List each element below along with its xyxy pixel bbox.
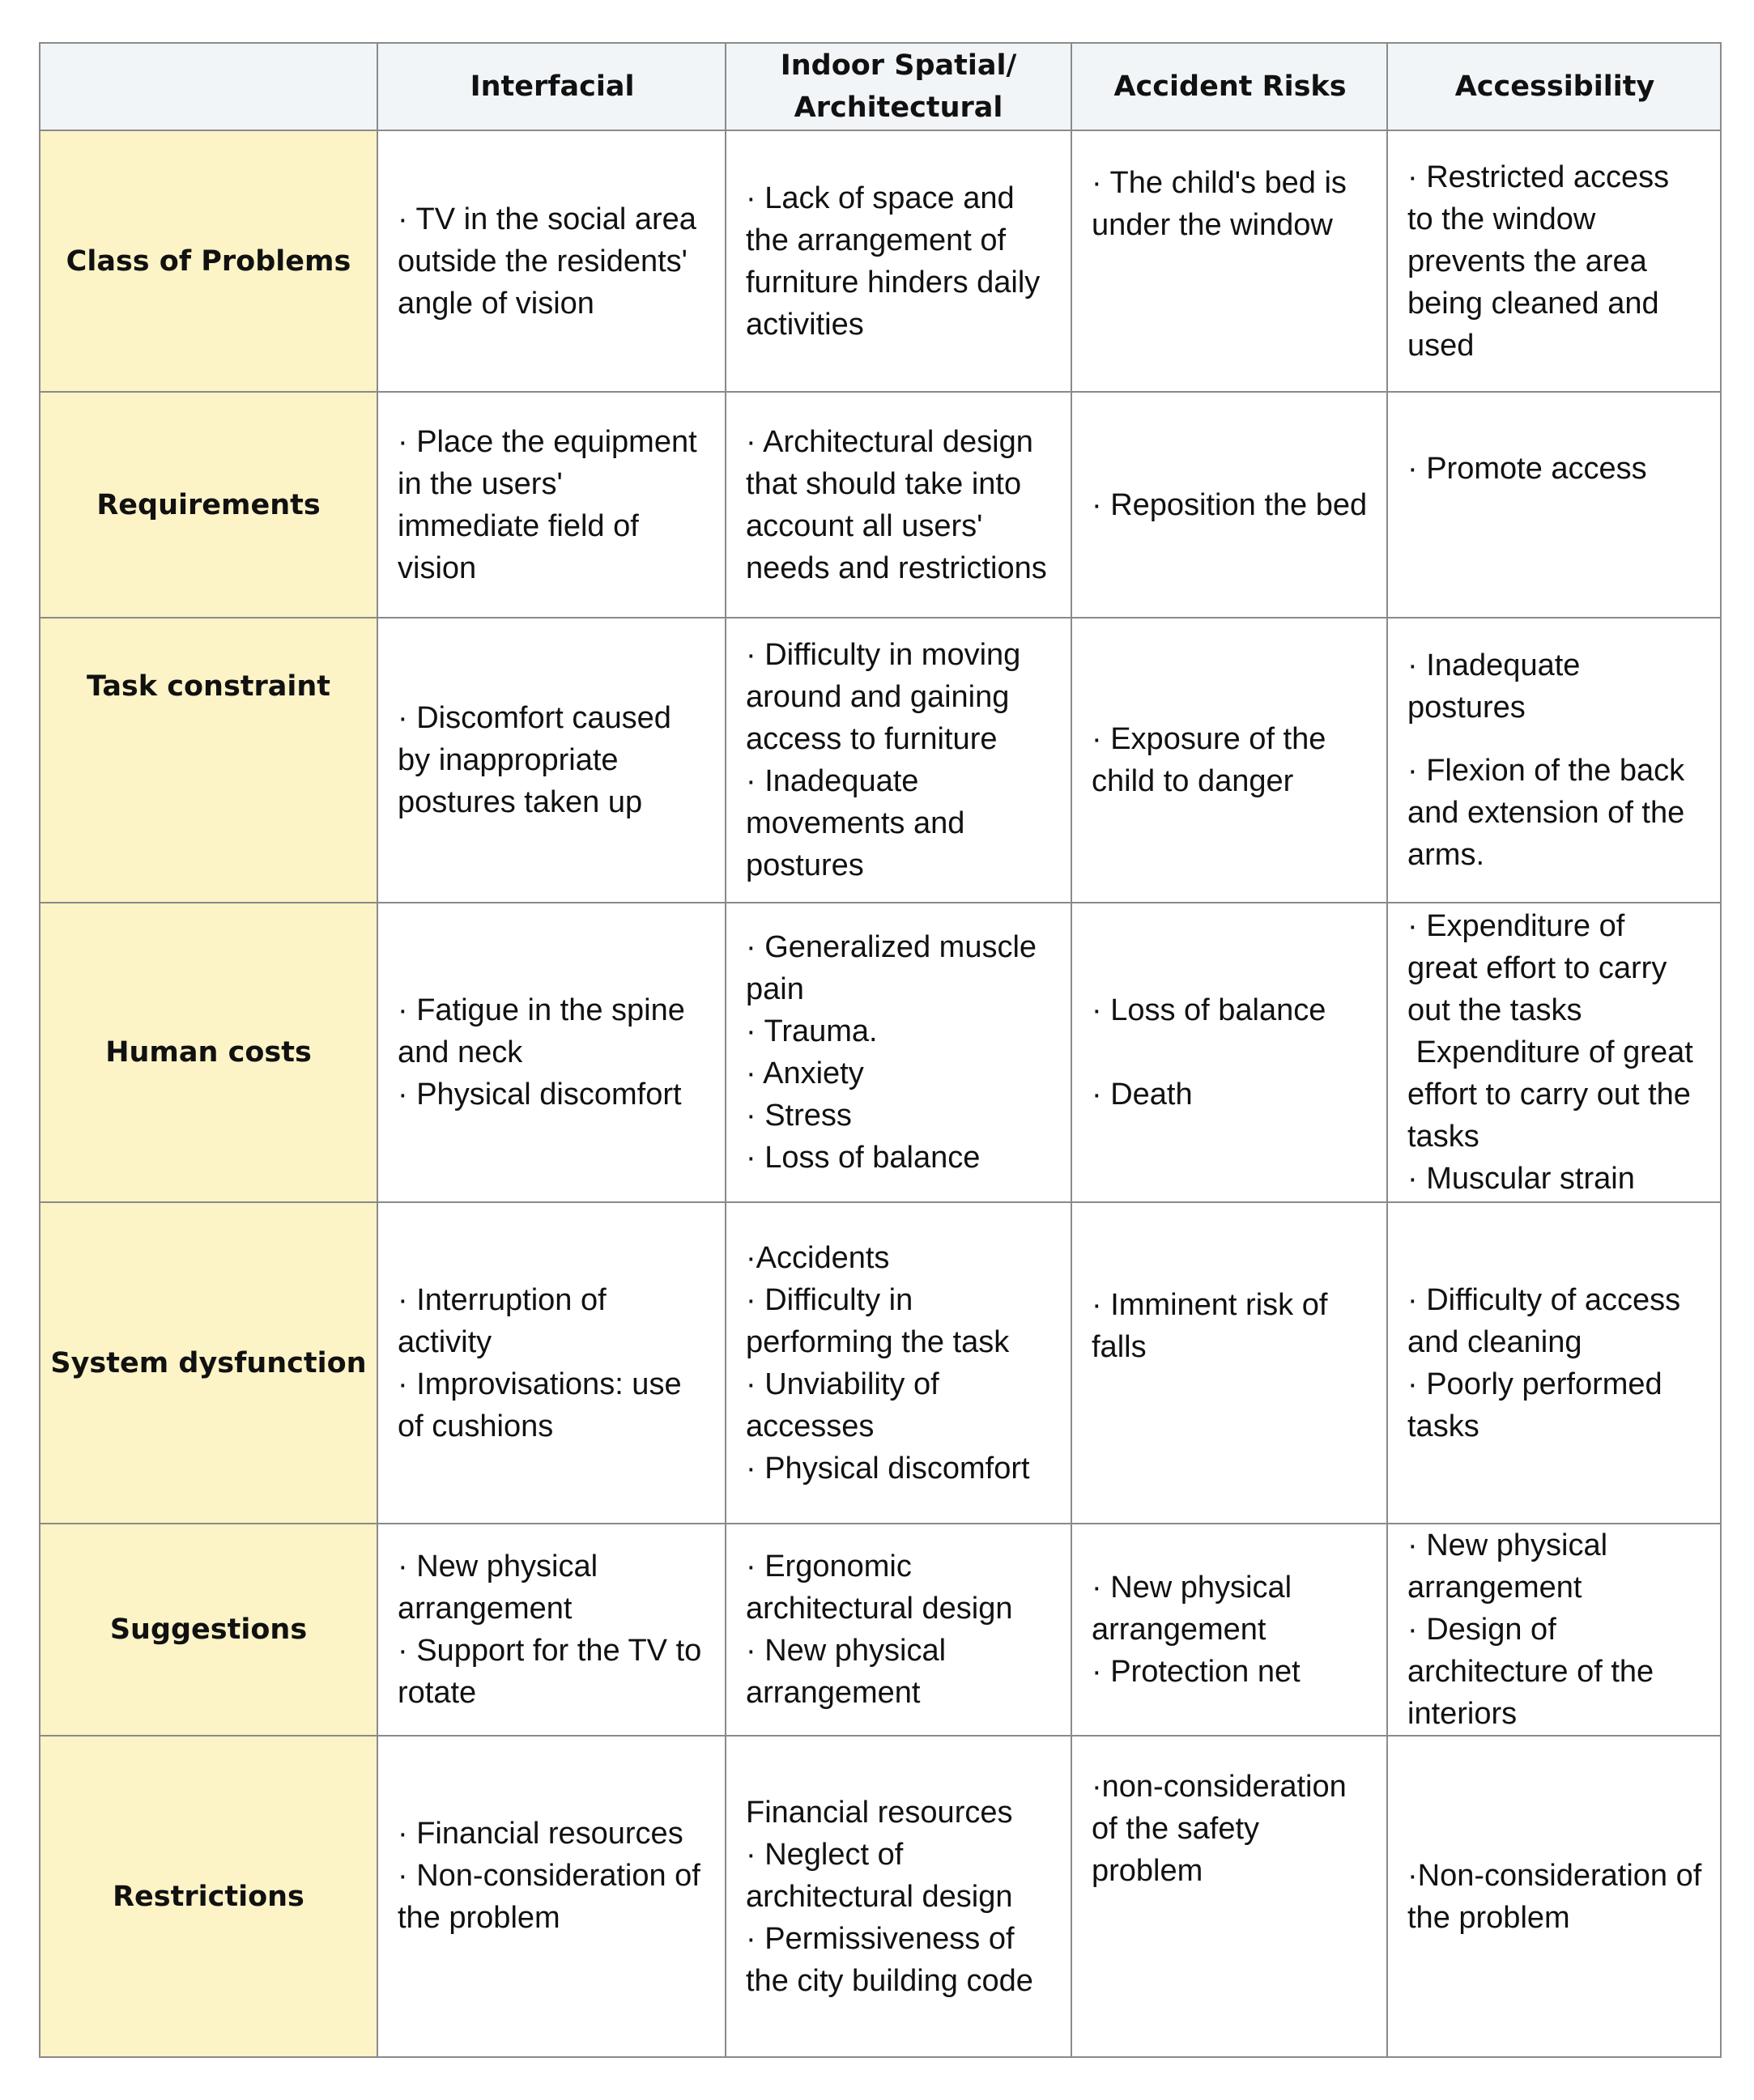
cell-line: · Improvisations: use of cushions bbox=[398, 1367, 691, 1443]
cell-line: · Discomfort caused by inappropriate postures taken up bbox=[398, 701, 680, 819]
cell-line: · Architectural design that should take into account all users' needs and restrictions bbox=[746, 424, 1047, 585]
cell-accessibility bbox=[1387, 618, 1721, 903]
table-row-class-of-problems bbox=[40, 130, 1721, 392]
cell-line: · Inadequate postures bbox=[1407, 648, 1589, 725]
cell-line: · Non-consideration of the problem bbox=[398, 1859, 709, 1935]
header-accessibility: Accessibility bbox=[1387, 43, 1721, 130]
table-row-restrictions bbox=[40, 1736, 1721, 2057]
ergonomic-problems-table bbox=[39, 42, 1722, 2058]
cell-accessibility bbox=[1387, 392, 1721, 618]
cell-line: · Support for the TV to rotate bbox=[398, 1634, 710, 1710]
cell-line: · Difficulty in performing the task bbox=[746, 1282, 1010, 1359]
cell-line: · Stress bbox=[746, 1099, 852, 1133]
row-label-system-dysfunction: System dysfunction bbox=[40, 1202, 377, 1524]
cell-line: · Place the equipment in the users' immediate field of vision bbox=[398, 424, 706, 585]
cell-line: · Lack of space and the arrangement of furniture hinders daily activities bbox=[746, 181, 1049, 342]
cell-line: · Physical discomfort bbox=[398, 1078, 682, 1112]
cell-line: · Loss of balance bbox=[746, 1141, 981, 1175]
cell-line: · Anxiety bbox=[746, 1056, 864, 1090]
cell-line: · Imminent risk of falls bbox=[1092, 1288, 1336, 1364]
row-label-class-of-problems: Class of Problems bbox=[40, 130, 377, 392]
cell-line: · Difficulty of access and cleaning bbox=[1407, 1282, 1689, 1359]
cell-line: · New physical arrangement bbox=[1407, 1528, 1616, 1605]
cell-line: · Flexion of the back and extension of the arms. bbox=[1407, 754, 1693, 872]
cell-line: · Restricted access to the window prevents the area being cleaned and used bbox=[1407, 159, 1678, 363]
row-label-suggestions: Suggestions bbox=[40, 1524, 377, 1736]
cell-accident-risks bbox=[1071, 1524, 1387, 1736]
cell-line: · Unviability of accesses bbox=[746, 1367, 948, 1443]
cell-line: ·non-consideration of the safety problem bbox=[1092, 1770, 1356, 1888]
cell-accessibility bbox=[1387, 1524, 1721, 1736]
cell-line: ·Non-consideration of the problem bbox=[1407, 1858, 1710, 1935]
cell-line: · Permissiveness of the city building code bbox=[746, 1921, 1033, 1998]
table-row-requirements bbox=[40, 392, 1721, 618]
cell-interfacial bbox=[377, 130, 726, 392]
row-label-task-constraint: Task constraint bbox=[40, 618, 377, 903]
table-row-task-constraint bbox=[40, 618, 1721, 903]
header-corner bbox=[40, 43, 377, 130]
cell-accident-risks bbox=[1071, 618, 1387, 903]
cell-line: · Financial resources bbox=[398, 1817, 683, 1851]
cell-line: · Promote access bbox=[1407, 452, 1647, 486]
cell-indoor-spatial bbox=[726, 903, 1071, 1202]
cell-line: · Reposition the bed bbox=[1092, 487, 1368, 522]
cell-line: · Death bbox=[1092, 1078, 1193, 1112]
row-label-requirements: Requirements bbox=[40, 392, 377, 618]
cell-indoor-spatial bbox=[726, 392, 1071, 618]
cell-accident-risks bbox=[1071, 903, 1387, 1202]
cell-line: · New physical arrangement bbox=[398, 1549, 607, 1626]
cell-line: · The child's bed is under the window bbox=[1092, 166, 1356, 242]
cell-accident-risks bbox=[1071, 130, 1387, 392]
cell-indoor-spatial bbox=[726, 1736, 1071, 2057]
cell-accident-risks bbox=[1071, 392, 1387, 618]
cell-line: · Exposure of the child to danger bbox=[1092, 722, 1335, 798]
cell-accident-risks bbox=[1071, 1736, 1387, 2057]
cell-line: · Expenditure of great effort to carry out the tasks bbox=[1407, 909, 1675, 1027]
cell-indoor-spatial bbox=[726, 1202, 1071, 1524]
cell-accessibility bbox=[1387, 130, 1721, 392]
cell-line: · Design of architecture of the interiors bbox=[1407, 1613, 1662, 1731]
cell-interfacial bbox=[377, 1736, 726, 2057]
problems-table-container bbox=[39, 42, 1722, 2058]
header-row bbox=[40, 43, 1721, 130]
header-indoor-spatial-architectural: Indoor Spatial/ Architectural bbox=[726, 43, 1071, 130]
cell-interfacial bbox=[377, 618, 726, 903]
cell-line: · Trauma. bbox=[746, 1014, 878, 1048]
cell-line: Financial resources bbox=[746, 1795, 1013, 1830]
cell-interfacial bbox=[377, 1202, 726, 1524]
cell-line: · Protection net bbox=[1092, 1655, 1301, 1689]
cell-indoor-spatial bbox=[726, 1524, 1071, 1736]
cell-line: · Muscular strain bbox=[1407, 1162, 1635, 1196]
cell-line: ·Accidents bbox=[746, 1240, 890, 1275]
cell-line: · Ergonomic architectural design bbox=[746, 1549, 1013, 1626]
cell-line: · Interruption of activity bbox=[398, 1282, 615, 1359]
table-row-system-dysfunction bbox=[40, 1202, 1721, 1524]
cell-interfacial bbox=[377, 1524, 726, 1736]
cell-accessibility bbox=[1387, 1202, 1721, 1524]
cell-interfacial bbox=[377, 903, 726, 1202]
header-accident-risks: Accident Risks bbox=[1071, 43, 1387, 130]
cell-indoor-spatial bbox=[726, 618, 1071, 903]
cell-line: · Inadequate movements and postures bbox=[746, 764, 973, 882]
row-label-human-costs: Human costs bbox=[40, 903, 377, 1202]
table-row-human-costs bbox=[40, 903, 1721, 1202]
header-interfacial: Interfacial bbox=[377, 43, 726, 130]
cell-accessibility bbox=[1387, 903, 1721, 1202]
cell-line: · Fatigue in the spine and neck bbox=[398, 993, 694, 1069]
cell-line: · Physical discomfort bbox=[746, 1451, 1030, 1486]
cell-line: · Loss of balance bbox=[1092, 993, 1326, 1027]
cell-line: · Generalized muscle pain bbox=[746, 930, 1045, 1006]
row-label-restrictions: Restrictions bbox=[40, 1736, 377, 2057]
cell-line: Expenditure of great effort to carry out the tasks bbox=[1407, 1035, 1702, 1154]
cell-line: · Difficulty in moving around and gaining access to furniture bbox=[746, 638, 1029, 756]
cell-interfacial bbox=[377, 392, 726, 618]
cell-accessibility bbox=[1387, 1736, 1721, 2057]
cell-line: · Poorly performed tasks bbox=[1407, 1367, 1671, 1443]
table-row-suggestions bbox=[40, 1524, 1721, 1736]
cell-line: · TV in the social area outside the residents' angle of vision bbox=[398, 202, 705, 321]
cell-line: · Neglect of architectural design bbox=[746, 1837, 1013, 1914]
cell-line: · New physical arrangement bbox=[1092, 1571, 1301, 1647]
cell-indoor-spatial bbox=[726, 130, 1071, 392]
cell-accident-risks bbox=[1071, 1202, 1387, 1524]
cell-line: · New physical arrangement bbox=[746, 1634, 955, 1710]
